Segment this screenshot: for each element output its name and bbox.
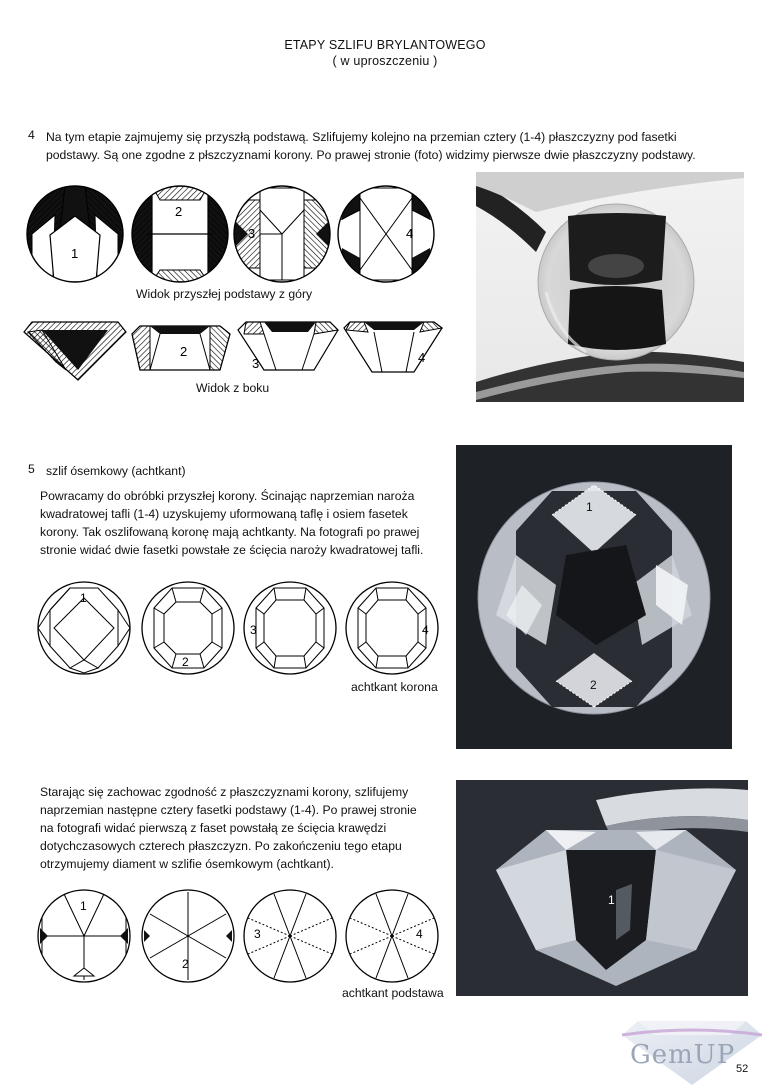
pavilion-view-2 (142, 890, 234, 982)
step4-side-diagrams (20, 312, 450, 382)
step4-top-diagrams (20, 180, 450, 288)
step6-photo (456, 780, 748, 996)
side-label-4: 4 (418, 350, 426, 365)
top-label-3: 3 (248, 226, 256, 241)
crown-label-1: 1 (80, 591, 87, 605)
step4-number: 4 (28, 128, 35, 142)
step4-caption-top: Widok przyszłej podstawy z góry (136, 287, 313, 301)
step4-line1: Na tym etapie zajmujemy się przyszłą podstawą. Szlifujemy kolejno na przemian cztery (1-4) płaszczyzny pod fasetki (46, 130, 677, 144)
step5-para-2: kwadratowej tafli (1-4) uzyskujemy uformowaną taflę i osiem fasetek (40, 507, 408, 521)
top-view-1 (20, 180, 130, 290)
step4-photo (476, 172, 744, 402)
pavilion-label-4: 4 (416, 927, 423, 941)
step6-diagrams (20, 888, 450, 988)
step5-heading: szlif ósemkowy (achtkant) (46, 464, 186, 478)
step6-para-4: dotychczasowych czterech płaszczyzn. Po zakończeniu tego etapu (40, 839, 402, 853)
side-view-3 (238, 322, 338, 371)
step5-number: 5 (28, 462, 35, 476)
pavilion-label-3: 3 (254, 927, 261, 941)
step5-caption: achtkant korona (351, 680, 438, 694)
crown-view-4 (346, 582, 438, 674)
step6-para-2: naprzemian następne cztery fasetki podstawy (1-4). Po prawej stronie (40, 803, 417, 817)
pavilion-label-2: 2 (182, 957, 189, 971)
crown-label-2: 2 (182, 655, 189, 669)
page-number: 52 (736, 1063, 749, 1075)
crown-view-2 (142, 582, 234, 674)
step5-para-1: Powracamy do obróbki przyszłej korony. Ścinając naprzemian naroża (40, 489, 415, 503)
step5-photo (456, 445, 732, 749)
step4-caption-side: Widok z boku (196, 381, 270, 395)
pavilion-view-4 (346, 890, 438, 982)
crown-label-4: 4 (422, 623, 429, 637)
pavilion-view-1 (38, 890, 130, 982)
pavilion-view-3 (244, 890, 336, 982)
step6-photo-label: 1 (608, 893, 615, 907)
page-subtitle: ( w uproszczeniu ) (332, 54, 438, 68)
top-label-2: 2 (175, 204, 183, 219)
side-label-3: 3 (252, 356, 260, 371)
crown-view-1 (38, 582, 130, 674)
top-label-1: 1 (71, 246, 79, 261)
side-view-4 (344, 322, 442, 372)
top-view-3 (220, 180, 350, 290)
step5-diagrams (20, 580, 450, 680)
photo-label-2: 2 (590, 678, 597, 692)
pavilion-label-1: 1 (80, 899, 87, 913)
step4-line2: podstawy. Są one zgodne z płszczyznami korony. Po prawej stronie (foto) widzimy pierwsze dwie płaszczyzny podstawy. (46, 148, 696, 162)
crown-label-3: 3 (250, 623, 257, 637)
page-title: ETAPY SZLIFU BRYLANTOWEGO (284, 38, 486, 52)
top-view-2 (120, 180, 240, 290)
step6-caption: achtkant podstawa (342, 986, 444, 1000)
side-view-1 (24, 322, 126, 380)
gemup-logo-text: GemUP (630, 1040, 736, 1070)
side-view-2 (132, 326, 230, 370)
top-view-4 (330, 180, 450, 290)
step5-para-4: stronie widać dwie fasetki powstałe ze ścięcia naroży kwadratowej tafli. (40, 543, 424, 557)
step6-para-3: na fotografi widać pierwszą z faset powstałą ze ścięcia krawędzi (40, 821, 387, 835)
top-label-4: 4 (406, 226, 414, 241)
step6-para-1: Starając się zachowac zgodność z płaszczyznami korony, szlifujemy (40, 785, 409, 799)
step6-para-5: otrzymujemy diament w szlifie ósemkowym (achtkant). (40, 857, 334, 871)
photo-label-1: 1 (586, 500, 593, 514)
side-label-2: 2 (180, 344, 188, 359)
crown-view-3 (244, 582, 336, 674)
step5-para-3: korony. Tak oszlifowaną koronę mają achtkanty. Na fotografi po prawej (40, 525, 420, 539)
